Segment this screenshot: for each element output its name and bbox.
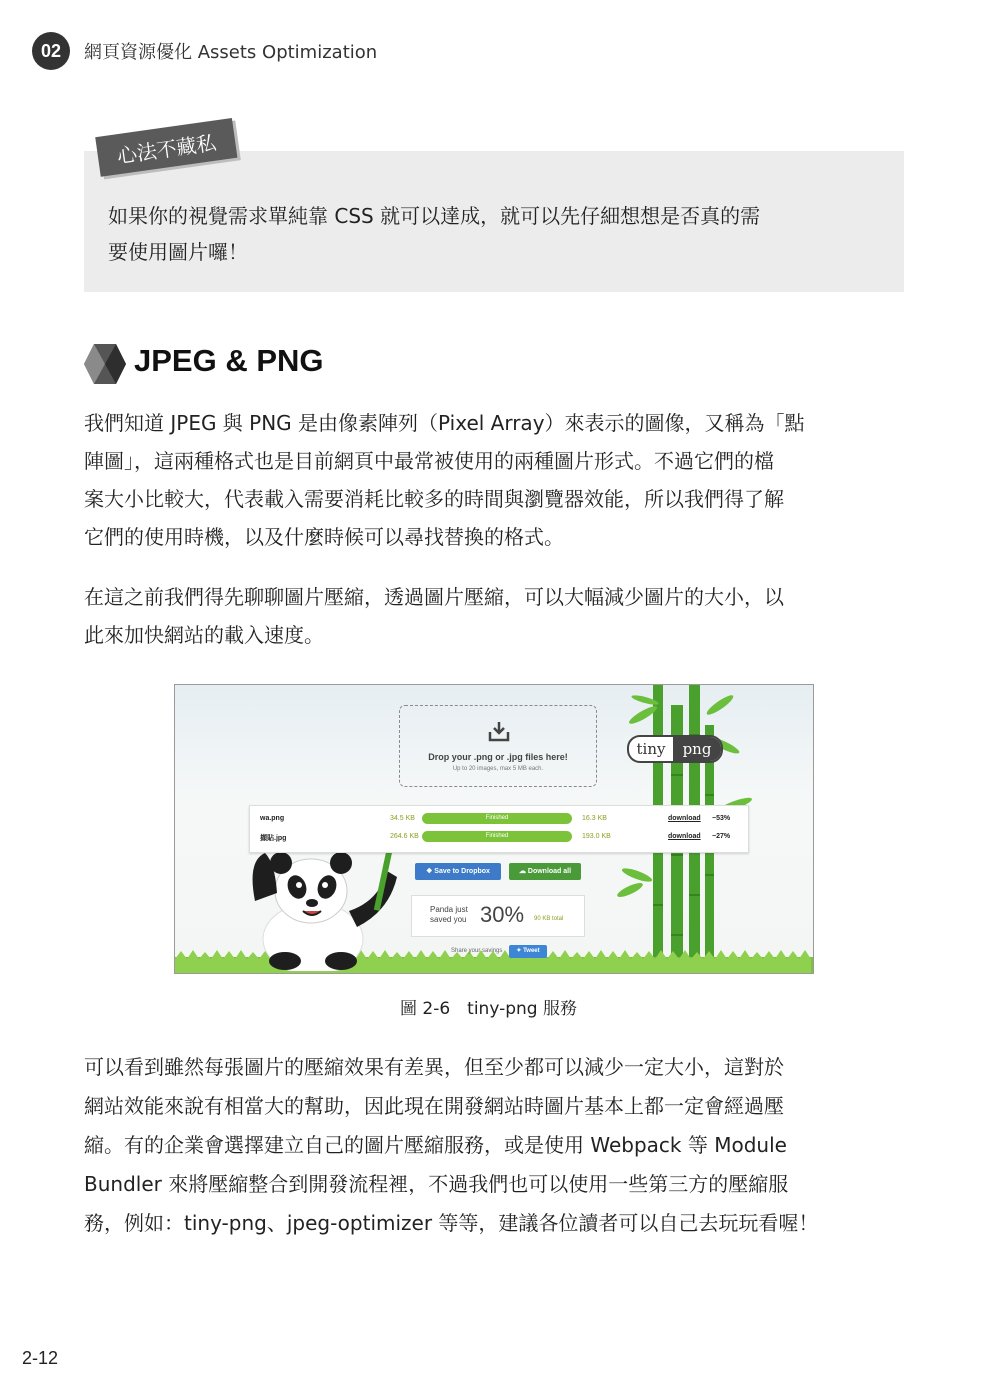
paragraph-2 [84,578,906,654]
chapter-title: 網頁資源優化 Assets Optimization [84,42,378,63]
p3-line: 可以看到雖然每張圖片的壓縮效果有差異，但至少都可以減少一定大小，這對於 [84,1055,784,1079]
drop-title: Drop your .png or .jpg files here! [428,752,568,762]
paragraph-3 [84,1048,906,1243]
result-row [250,829,748,845]
dropbox-icon: ❖ [426,868,435,875]
p1-line: 案大小比較大，代表載入需要消耗比較多的時間與瀏覽器效能，所以我們得了解 [84,487,784,511]
tweet-label: Tweet [523,948,540,954]
p3-line: 務，例如：tiny-png、jpeg-optimizer 等等，建議各位讀者可以自己去玩玩看喔！ [84,1211,819,1235]
download-all-button[interactable] [509,863,581,880]
p3-line: 網站效能來說有相當大的幫助，因此現在開發網站時圖片基本上都一定會經過壓 [84,1094,784,1118]
p3-line: 縮。有的企業會選擇建立自己的圖片壓縮服務，或是使用 Webpack 等 Module [84,1133,787,1157]
download-tray-icon [488,720,510,742]
figure-caption: 圖 2-6 tiny-png 服務 [400,999,577,1019]
savings-percent: 30% [480,902,525,927]
share-text: Share your savings [451,948,503,954]
result-original-size: 264.6 KB [390,833,419,840]
result-filename: 擷貼.jpg [260,835,287,842]
save-to-dropbox-button[interactable] [415,863,501,880]
result-download-link[interactable]: download [668,815,701,822]
result-reduction: −53% [712,815,731,822]
logo-tiny: tiny [636,740,666,758]
drop-subtitle: Up to 20 images, max 5 MB each. [452,766,544,772]
savings-panel [411,895,585,937]
p1-line: 我們知道 JPEG 與 PNG 是由像素陣列（Pixel Array）來表示的圖像，又稱為「點 [84,411,805,435]
paragraph-1 [84,404,906,556]
savings-total: 90 KB total [534,916,564,922]
tip-line-1: 如果你的視覺需求單純靠 CSS 就可以達成，就可以先仔細想想是否真的需 [108,204,761,228]
result-original-size: 34.5 KB [390,815,415,822]
p1-line: 陣圖」，這兩種格式也是目前網頁中最常被使用的兩種圖片形式。不過它們的檔 [84,449,774,473]
p3-line: Bundler 來將壓縮整合到開發流程裡，不過我們也可以使用一些第三方的壓縮服 [84,1172,789,1196]
tinypng-screenshot [174,684,814,974]
result-progress-bar: Finished [422,813,572,824]
results-table [249,805,749,853]
result-progress-bar: Finished [422,831,572,842]
page-number: 2-12 [22,1348,59,1368]
p2-line: 此來加快網站的載入速度。 [84,623,324,647]
p1-line: 它們的使用時機，以及什麼時候可以尋找替換的格式。 [84,525,564,549]
tweet-button[interactable] [509,945,547,958]
section-title: JPEG & PNG [134,343,324,378]
chapter-header [32,32,377,70]
chapter-number-badge: 02 [32,32,70,70]
drop-zone[interactable] [399,705,597,787]
result-row [250,811,748,827]
result-download-link[interactable]: download [668,833,701,840]
twitter-bird-icon: ✦ [516,948,524,954]
section-diamond-icon [84,344,126,384]
savings-label: Panda just saved you [430,905,468,924]
tip-text [108,198,888,270]
dropbox-label: Save to Dropbox [434,868,490,875]
result-filename: wa.png [260,815,285,822]
tip-line-2: 要使用圖片囉！ [108,240,248,264]
p2-line: 在這之前我們得先聊聊圖片壓縮，透過圖片壓縮，可以大幅減少圖片的大小，以 [84,585,784,609]
result-new-size: 193.0 KB [582,833,611,840]
tip-label: 心法不藏私 [95,118,237,177]
logo-png: png [673,737,721,761]
result-reduction: −27% [712,833,731,840]
tinypng-logo [627,735,723,763]
panda-illustration [245,841,405,971]
download-all-label: Download all [527,868,572,875]
cloud-download-icon: ☁ [518,868,528,875]
result-new-size: 16.3 KB [582,815,607,822]
